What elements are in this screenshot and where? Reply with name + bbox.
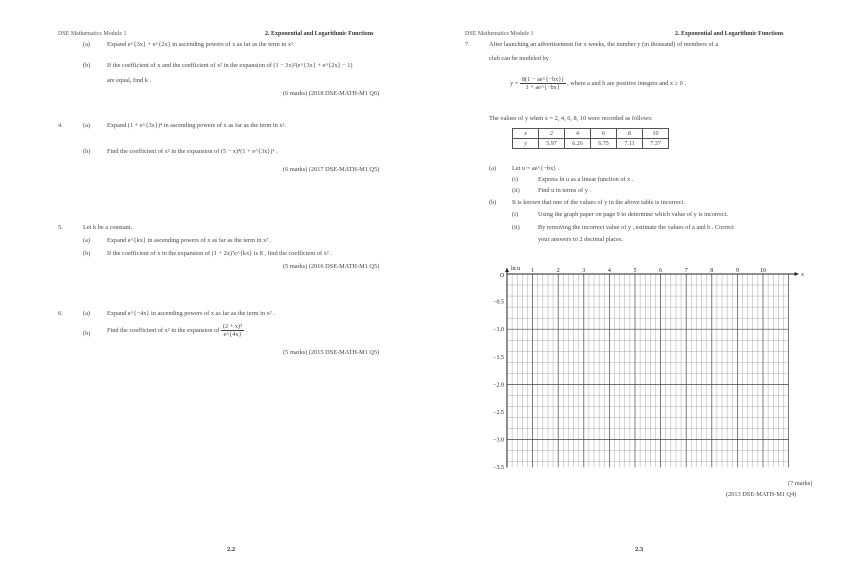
q7-b-ii-label: (ii): [512, 224, 520, 231]
q7-b-i-text: Using the graph paper on page 9 to determine which value of y is incorrect.: [538, 211, 729, 218]
q5-intro: Let k be a constant.: [83, 224, 133, 231]
q7-a-label: (a): [489, 165, 496, 172]
q6-b-end: .: [245, 326, 248, 334]
q7-formula-num: 8(1 − ae^{−bx}): [521, 76, 564, 83]
q6-number: 6.: [58, 310, 63, 317]
q6-frac-num: (2 + x)⁵: [222, 323, 243, 330]
table-y-cell: 7.11: [617, 139, 643, 149]
q4-number: 4.: [58, 122, 63, 129]
q7-b-text: It is known that one of the values of y in the above table is incorrect.: [512, 199, 685, 206]
y-axis-arrow: [505, 268, 509, 272]
q6-a-text: Expand e^{−4x} in ascending powers of x as far as the term in x² .: [107, 310, 275, 317]
graph-paper: [480, 264, 830, 474]
table-y-label: y: [513, 139, 539, 149]
q6-b-label: (b): [83, 330, 91, 337]
table-y-cell: 6.26: [565, 139, 591, 149]
q5-marks: (5 marks) (2016 DSE-MATH-M1 Q5): [283, 263, 380, 270]
left-header-chapter: 2. Exponential and Logarithmic Functions: [265, 31, 374, 37]
q4-b-label: (b): [83, 148, 91, 155]
y-axis-label: ln u: [511, 266, 521, 272]
q5-number: 5.: [58, 224, 63, 231]
q6-fraction: [221, 323, 244, 338]
y-tick-label: −1.5: [493, 354, 504, 361]
table-x-cell: 10: [643, 129, 669, 139]
q7-marks: (7 marks): [788, 480, 813, 487]
table-y-cell: 5.97: [539, 139, 565, 149]
q6-frac-den: e^{4x}: [223, 331, 242, 338]
x-tick-label: 4: [607, 268, 611, 274]
q7-b-ii-text2: your answers to 2 decimal places.: [538, 236, 623, 243]
x-tick-label: 9: [735, 268, 739, 274]
q7-formula-y: y =: [510, 79, 519, 87]
right-header-module: DSE Mathematics Module 1: [465, 31, 534, 37]
x-axis-arrow: [795, 272, 799, 276]
q6-marks: (5 marks) (2015 DSE-MATH-M1 Q5): [283, 349, 380, 356]
q5-b-label: (b): [83, 250, 91, 257]
x-tick-label: 3: [582, 268, 586, 274]
q7-intro1: After launching an advertisement for x weeks, the number y (in thousand) of members of a: [489, 41, 719, 48]
q-cont-a-label: (a): [83, 41, 90, 48]
y-tick-label: −3.0: [493, 437, 504, 444]
y-tick-label: −0.5: [493, 299, 504, 306]
q-cont-b-text2: are equal, find k .: [107, 77, 152, 84]
x-tick-label: 10: [760, 268, 766, 274]
q7-b-ii-text: By removing the incorrect value of y , estimate the values of a and b . Correct: [538, 224, 734, 231]
table-x-cell: 4: [565, 129, 591, 139]
left-header-module: DSE Mathematics Module 1: [58, 31, 127, 37]
y-tick-label: −3.5: [493, 465, 504, 472]
q7-a-i-text: Express ln u as a linear function of x .: [538, 176, 634, 183]
table-y-cell: 7.37: [643, 139, 669, 149]
q4-marks: (6 marks) (2017 DSE-MATH-M1 Q5): [283, 166, 380, 173]
table-x-cell: 6: [591, 129, 617, 139]
q7-formula-den: 1 + ae^{−bx}: [525, 84, 560, 91]
q-cont-a-text: Expand e^{3x} + e^{2x} in ascending powers of x as far as the term in x².: [107, 41, 295, 48]
q7-source: (2013 DSE-MATH-M1 Q4): [726, 491, 797, 498]
q4-b-text: Find the coefficient of x² in the expansion of (5 − x)⁴(1 + e^{3x})⁴ .: [107, 148, 278, 155]
q7-b-label: (b): [489, 199, 497, 206]
right-header-chapter: 2. Exponential and Logarithmic Functions: [675, 31, 784, 37]
q4-a-label: (a): [83, 122, 90, 129]
q7-intro2: club can be modeled by: [489, 55, 549, 62]
x-axis-label: x: [801, 272, 804, 278]
q6-b-text: Find the coefficient of x² in the expansion of: [107, 326, 220, 334]
q7-a-i-label: (i): [512, 176, 518, 183]
q5-a-label: (a): [83, 237, 90, 244]
q7-b-i-label: (i): [512, 211, 518, 218]
table-x-label: x: [513, 129, 539, 139]
q-cont-b-label: (b): [83, 62, 91, 69]
q6-a-label: (a): [83, 310, 90, 317]
q-cont-b-text: If the coefficient of x and the coefficient of x² in the expansion of (1 − 3x)²(e^{3x} + e^{2x} − 1): [107, 62, 353, 69]
values-table-row-x: [513, 129, 669, 139]
q7-a-ii-text: Find u in terms of y .: [538, 187, 591, 194]
x-tick-label: 7: [684, 268, 688, 274]
x-tick-label: 2: [556, 268, 560, 274]
q7-formula-tail: , where a and b are positive integers and x ≥ 0 .: [567, 79, 686, 87]
q5-a-text: Expand e^{kx} in ascending powers of x as far as the term in x² .: [107, 237, 272, 244]
values-table: [512, 128, 669, 149]
x-tick-label: 8: [710, 268, 714, 274]
q-cont-marks: (6 marks) (2018 DSE-MATH-M1 Q6): [283, 90, 380, 97]
q7-formula-fraction: [520, 76, 566, 91]
q7-table-intro: The values of y when x = 2, 4, 6, 8, 10 were recorded as follows:: [489, 115, 653, 122]
x-tick-label: 6: [659, 268, 663, 274]
q7-a-text: Let u = ae^{−bx} .: [512, 165, 560, 172]
table-x-cell: 8: [617, 129, 643, 139]
q7-formula: [510, 76, 686, 91]
y-tick-label: −2.0: [493, 382, 504, 389]
x-tick-label: 1: [531, 268, 535, 274]
q7-number: 7.: [465, 41, 470, 48]
right-page-number: 2.3: [635, 546, 644, 553]
table-y-cell: 6.75: [591, 139, 617, 149]
q7-a-ii-label: (ii): [512, 187, 520, 194]
y-tick-label: −2.5: [493, 410, 504, 416]
q4-a-text: Expand (1 + e^{3x})⁴ in ascending powers of x as far as the term in x².: [107, 122, 286, 129]
y-tick-label: −1.0: [493, 327, 504, 334]
values-table-row-y: [513, 139, 669, 149]
q5-b-text: If the coefficient of x in the expansion of (1 + 2x)⁷e^{kx} is 8 , find the coefficient of x² .: [107, 250, 332, 257]
x-tick-label: 5: [633, 268, 637, 274]
origin-label: O: [499, 273, 505, 279]
table-x-cell: 2: [539, 129, 565, 139]
left-page-number: 2.2: [227, 546, 236, 553]
q6-b-line: [107, 323, 247, 338]
